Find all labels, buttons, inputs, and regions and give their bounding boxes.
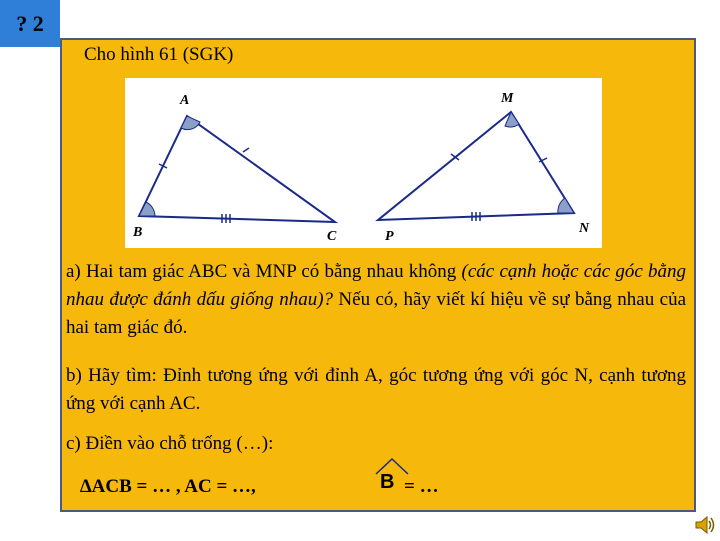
label-m: M [501, 91, 514, 106]
triangle-equality-blank: ∆ACB = … , AC = …, [80, 476, 256, 497]
angle-b-letter: B [380, 471, 395, 493]
tick-ac [243, 148, 249, 152]
speaker-icon[interactable] [694, 514, 716, 536]
question-a [66, 258, 686, 342]
question-badge [0, 0, 60, 47]
triangle-abc [139, 116, 335, 222]
angle-equality-blank: = … [404, 476, 439, 497]
label-p: P [385, 229, 394, 244]
question-number: ? 2 [16, 10, 44, 36]
triangle-mnp [378, 112, 574, 220]
angle-mark-a [181, 116, 200, 130]
question-a-italic: (các cạnh hoặc các góc bằng nhau được đánh dấu giống nhau)? [66, 261, 687, 310]
question-b: b) Hãy tìm: Đỉnh tương ứng với đỉnh A, góc tương ứng với góc N, cạnh tương ứng với cạnh AC. [66, 365, 686, 414]
question-a-text-1: a) Hai tam giác ABC và MNP có bằng nhau không [66, 261, 462, 282]
question-c: c) Điền vào chỗ trống (…): [66, 433, 274, 454]
label-b: B [133, 225, 143, 240]
angle-mark-n [558, 198, 574, 213]
intro-text: Cho hình 61 (SGK) [84, 44, 234, 65]
label-c: C [327, 229, 337, 244]
label-a: A [180, 93, 190, 108]
triangle-figure [125, 78, 602, 248]
triangles-svg [125, 78, 602, 248]
label-n: N [579, 221, 590, 236]
question-a-text-2: Nếu có, hãy viết kí hiệu về sự bằng nhau của hai tam giác đó. [66, 289, 687, 338]
